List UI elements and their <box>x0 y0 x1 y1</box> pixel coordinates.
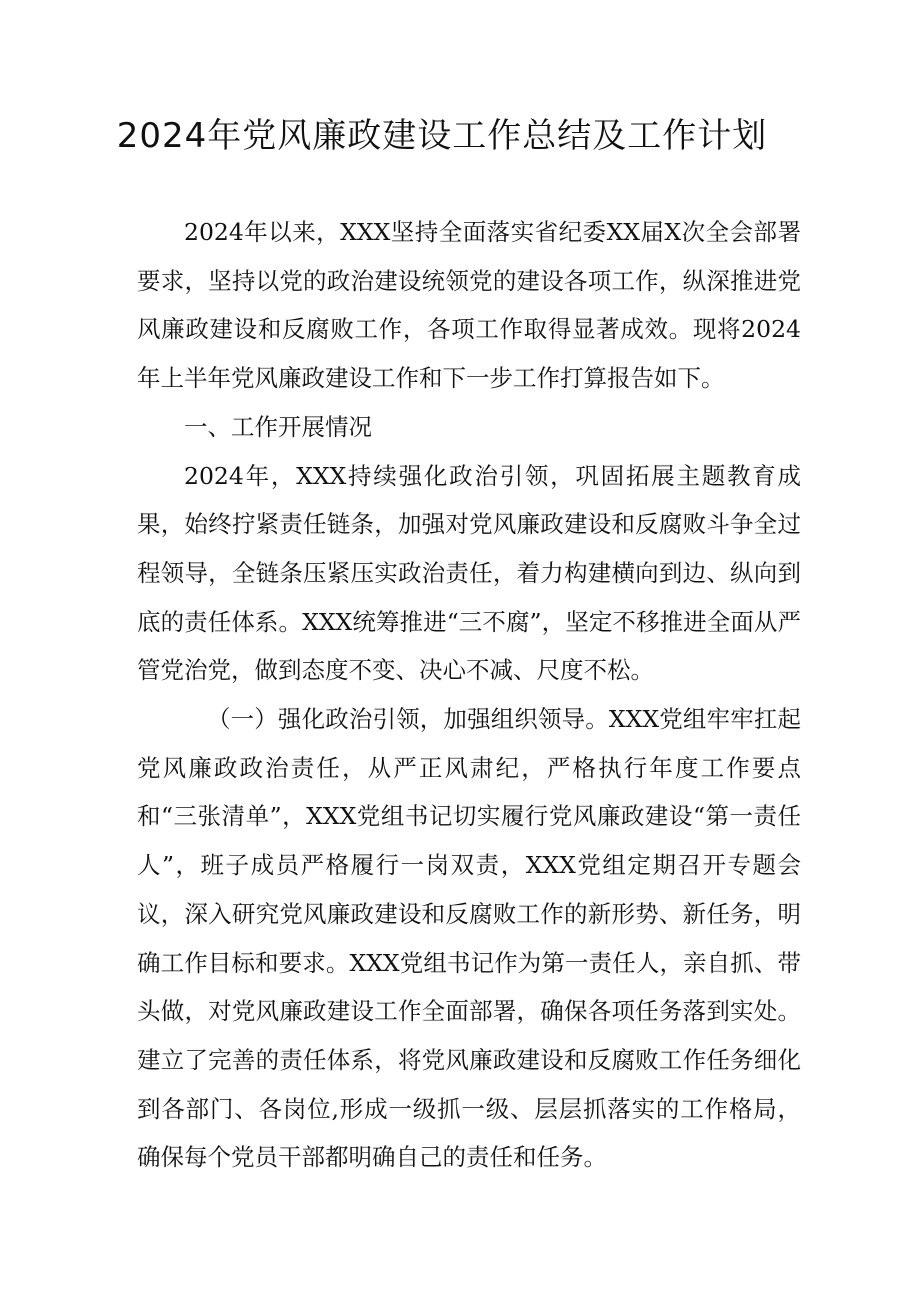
section-heading: 一、工作开展情况 <box>184 412 372 441</box>
intro-paragraph: 2024年以来，XXX坚持全面落实省纪委XX届X次全会部署要求，坚持以党的政治建设统领党的建设各项工作，纵深推进党风廉政建设和反腐败工作，各项工作取得显著成效。现将2024年上半年党风廉政建设工作和下一步工作打算报告如下。 <box>137 218 801 393</box>
document-title: 2024年党风廉政建设工作总结及工作计划 <box>116 116 768 156</box>
subsection-paragraph: （一）强化政治引领，加强组织领导。XXX党组牢牢扛起党风廉政政治责任，从严正风肃纪，严格执行年度工作要点和“三张清单”，XXX党组书记切实履行党风廉政建设“第一责任人”，班子成员严格履行一岗双责，XXX党组定期召开专题会议，深入研究党风廉政建设和反腐败工作的新形势、新任务，明确工作目标和要求。XXX党组书记作为第一责任人，亲自抓、带头做，对党风廉政建设工作全面部署，确保各项任务落到实处。建立了完善的责任体系，将党风廉政建设和反腐败工作任务细化到各部门、各岗位,形成一级抓一级、层层抓落实的工作格局，确保每个党员干部都明确自己的责任和任务。 <box>137 705 801 1172</box>
document-body <box>137 208 801 1182</box>
section-paragraph: 2024年，XXX持续强化政治引领，巩固拓展主题教育成果，始终拧紧责任链条，加强对党风廉政建设和反腐败斗争全过程领导，全链条压紧压实政治责任，着力构建横向到边、纵向到底的责任体系。XXX统筹推进“三不腐”，坚定不移推进全面从严管党治党，做到态度不变、决心不减、尺度不松。 <box>137 461 801 685</box>
